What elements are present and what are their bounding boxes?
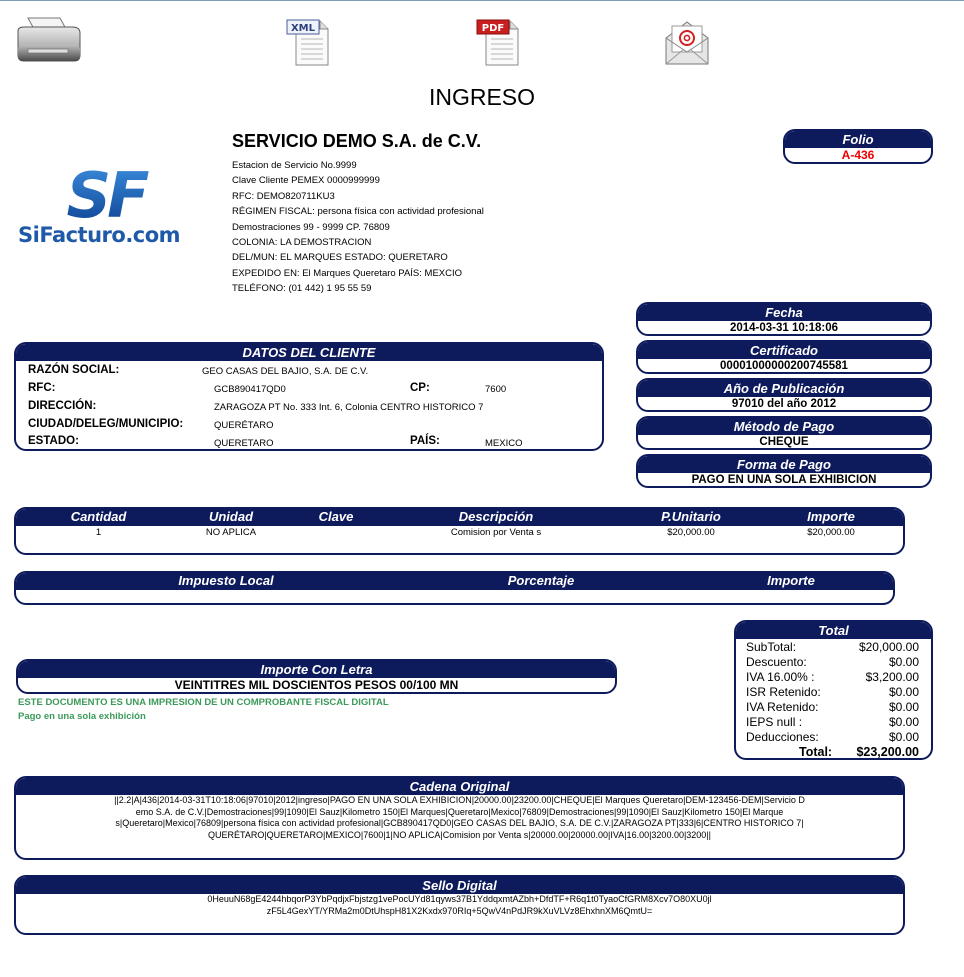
- svg-text:SF: SF: [66, 165, 146, 223]
- cp-value: 7600: [485, 384, 507, 395]
- isr-retenido-label: ISR Retenido:: [746, 685, 821, 699]
- anio-publicacion-box: [636, 378, 932, 412]
- subtotal-value: $20,000.00: [858, 640, 919, 654]
- forma-pago-label: Forma de Pago: [638, 456, 930, 473]
- importe-letra-box: [16, 659, 617, 694]
- cadena-line: s|Queretaro|Mexico|76809|persona física con actividad profesional|GCB890417QD0|GEO CASAS DEL BAJIO, S.A. DE C.V.|ZARAGOZA PT|333|6|CENTRO HISTORICO 7|: [115, 818, 804, 828]
- pais-label: PAÍS:: [410, 435, 440, 447]
- razon-social-label: RAZÓN SOCIAL:: [28, 364, 120, 376]
- anio-publicacion-value: 97010 del año 2012: [731, 398, 837, 410]
- client-data-box: [14, 342, 604, 451]
- sello-line: 0HeuuN68gE4244hbqorP3YbPqdjxFbjstzg1vePocUYd81qyws37B1YddqxmtAZbh+DfdTF+R6q1t0TyaoCfGRM8Xcv7O80XU0jl: [207, 894, 712, 904]
- issuer-line: Clave Cliente PEMEX 0000999999: [232, 175, 380, 187]
- cadena-original-text: [16, 795, 903, 841]
- col-unidad-header: Unidad: [208, 509, 254, 524]
- item-importe: $20,000.00: [807, 527, 855, 538]
- iva-retenido-row: [746, 700, 919, 714]
- client-header: DATOS DEL CLIENTE: [16, 344, 602, 361]
- metodo-pago-box: [636, 416, 932, 450]
- printer-icon: [14, 15, 84, 67]
- cadena-original-label: Cadena Original: [16, 778, 903, 795]
- fiscal-print-notice: ESTE DOCUMENTO ES UNA IMPRESION DE UN COMPROBANTE FISCAL DIGITAL: [18, 697, 389, 708]
- local-taxes-table: [14, 571, 895, 605]
- payment-note: Pago en una sola exhibición: [18, 711, 146, 722]
- email-icon: [662, 16, 712, 68]
- razon-social-value: GEO CASAS DEL BAJIO, S.A. DE C.V.: [202, 366, 369, 377]
- rfc-value: GCB890417QD0: [214, 384, 286, 395]
- importe-letra-label: Importe Con Letra: [18, 661, 615, 678]
- xml-file-icon: [286, 17, 332, 67]
- iva-retenido-value: $0.00: [888, 700, 919, 714]
- issuer-line: DEL/MUN: EL MARQUES ESTADO: QUERETARO: [232, 252, 448, 264]
- forma-pago-box: [636, 454, 932, 488]
- ieps-row: [746, 715, 919, 729]
- anio-publicacion-label: Año de Publicación: [638, 380, 930, 397]
- item-cantidad: 1: [95, 527, 102, 538]
- col-porcentaje-header: Porcentaje: [507, 573, 575, 588]
- isr-retenido-value: $0.00: [888, 685, 919, 699]
- issuer-block: [232, 131, 484, 297]
- issuer-line: Demostraciones 99 - 9999 CP. 76809: [232, 221, 390, 233]
- col-descripcion-header: Descripción: [458, 509, 534, 524]
- grand-total-value: $23,200.00: [856, 745, 919, 759]
- subtotal-row: [746, 640, 919, 654]
- iva-label: IVA 16.00% :: [746, 670, 815, 684]
- issuer-line: TELÉFONO: (01 442) 1 95 55 59: [232, 283, 372, 295]
- pdf-file-icon: [476, 17, 522, 67]
- issuer-name: SERVICIO DEMO S.A. de C.V.: [232, 131, 482, 151]
- sf-logo-mark: [56, 165, 156, 223]
- deducciones-label: Deducciones:: [746, 730, 819, 744]
- subtotal-label: SubTotal:: [746, 640, 797, 654]
- direccion-value: ZARAGOZA PT No. 333 Int. 6, Colonia CENTRO HISTORICO 7: [214, 402, 484, 413]
- fecha-value: 2014-03-31 10:18:06: [729, 322, 839, 334]
- deducciones-row: [746, 730, 919, 744]
- totals-header: Total: [736, 622, 931, 639]
- ieps-label: IEPS null :: [746, 715, 803, 729]
- item-punitario: $20,000.00: [667, 527, 715, 538]
- ciudad-value: QUERÉTARO: [214, 420, 274, 431]
- col-tax-importe-header: Importe: [767, 573, 815, 588]
- cadena-original-box: [14, 776, 905, 860]
- col-punitario-header: P.Unitario: [661, 509, 721, 524]
- col-impuesto-local-header: Impuesto Local: [178, 573, 274, 588]
- col-clave-header: Clave: [318, 509, 354, 524]
- svg-text:PDF: PDF: [481, 23, 505, 34]
- print-button[interactable]: [14, 15, 84, 67]
- items-table: [14, 507, 905, 555]
- estado-value: QUERETARO: [214, 438, 274, 449]
- pdf-download-button[interactable]: [476, 17, 522, 67]
- xml-download-button[interactable]: [286, 17, 332, 67]
- email-button[interactable]: [662, 16, 712, 68]
- iva-value: $3,200.00: [865, 670, 919, 684]
- certificado-value: 00001000000200745581: [720, 360, 848, 372]
- document-title: INGRESO: [428, 84, 536, 110]
- folio-box: [783, 129, 933, 164]
- col-cantidad-header: Cantidad: [70, 509, 127, 524]
- issuer-line: EXPEDIDO EN: El Marques Queretaro PAÍS: MEXCIO: [232, 267, 463, 279]
- item-descripcion: Comision por Venta s: [450, 527, 542, 538]
- cp-label: CP:: [410, 382, 430, 394]
- certificado-box: [636, 340, 932, 374]
- fecha-label: Fecha: [638, 304, 930, 321]
- issuer-line: Estacion de Servicio No.9999: [232, 160, 357, 171]
- folio-label: Folio: [785, 131, 931, 148]
- issuer-line: COLONIA: LA DEMOSTRACION: [232, 237, 372, 249]
- forma-pago-value: PAGO EN UNA SOLA EXHIBICION: [691, 474, 877, 486]
- descuento-value: $0.00: [888, 655, 919, 669]
- importe-letra-value: VEINTITRES MIL DOSCIENTOS PESOS 00/100 MN: [174, 678, 459, 692]
- svg-text:XML: XML: [290, 23, 316, 34]
- logo-text: SiFacturo.com: [18, 223, 181, 247]
- sello-digital-text: [16, 894, 903, 917]
- isr-retenido-row: [746, 685, 919, 699]
- direccion-label: DIRECCIÓN:: [28, 400, 97, 412]
- deducciones-value: $0.00: [888, 730, 919, 744]
- company-logo: [18, 165, 188, 250]
- sello-digital-box: [14, 875, 905, 935]
- metodo-pago-label: Método de Pago: [638, 418, 930, 435]
- issuer-line: RFC: DEMO820711KU3: [232, 190, 335, 202]
- descuento-label: Descuento:: [746, 655, 807, 669]
- col-importe-header: Importe: [807, 509, 855, 524]
- grand-total-label: Total:: [799, 745, 833, 759]
- top-border-line: [0, 0, 964, 1]
- issuer-line: RÉGIMEN FISCAL: persona física con actividad profesional: [232, 206, 484, 218]
- cadena-line: emo S.A. de C.V.|Demostraciones|99|1090|El Sauz|Kilometro 150|El Marques|Queretaro|Mexico|76809|Demostraciones|99|1090|El Sauz|Kilometro 150|El Marque: [135, 806, 784, 817]
- fecha-box: [636, 302, 932, 336]
- folio-value: A-436: [841, 148, 875, 162]
- cadena-line: ||2.2|A|436|2014-03-31T10:18:06|97010|2012|ingreso|PAGO EN UNA SOLA EXHIBICION|20000.00|23200.00|CHEQUE|El Marques Queretaro|DEM-123456-DEM|Servicio D: [114, 795, 805, 805]
- item-unidad: NO APLICA: [205, 527, 257, 538]
- sello-line: zF5L4GexYT/YRMa2m0DtUhspH81X2Kxdx970RIq+5QwV4nPdJR9kXuVLVz8EhxhnXM6QmtU=: [266, 905, 653, 916]
- iva-row: [746, 670, 919, 684]
- certificado-label: Certificado: [638, 342, 930, 359]
- metodo-pago-value: CHEQUE: [759, 436, 809, 448]
- estado-label: ESTADO:: [28, 435, 79, 447]
- cadena-line: QUERÉTARO|QUERETARO|MEXICO|7600|1|NO APLICA|Comision por Venta s|20000.00|20000.00|IVA|16.00|3200.00|3200||: [208, 829, 711, 840]
- ciudad-label: CIUDAD/DELEG/MUNICIPIO:: [28, 418, 184, 430]
- sello-digital-label: Sello Digital: [16, 877, 903, 894]
- descuento-row: [746, 655, 919, 669]
- ieps-value: $0.00: [888, 715, 919, 729]
- pais-value: MEXICO: [485, 438, 523, 449]
- totals-box: [734, 620, 933, 760]
- iva-retenido-label: IVA Retenido:: [746, 700, 819, 714]
- rfc-label: RFC:: [28, 382, 56, 394]
